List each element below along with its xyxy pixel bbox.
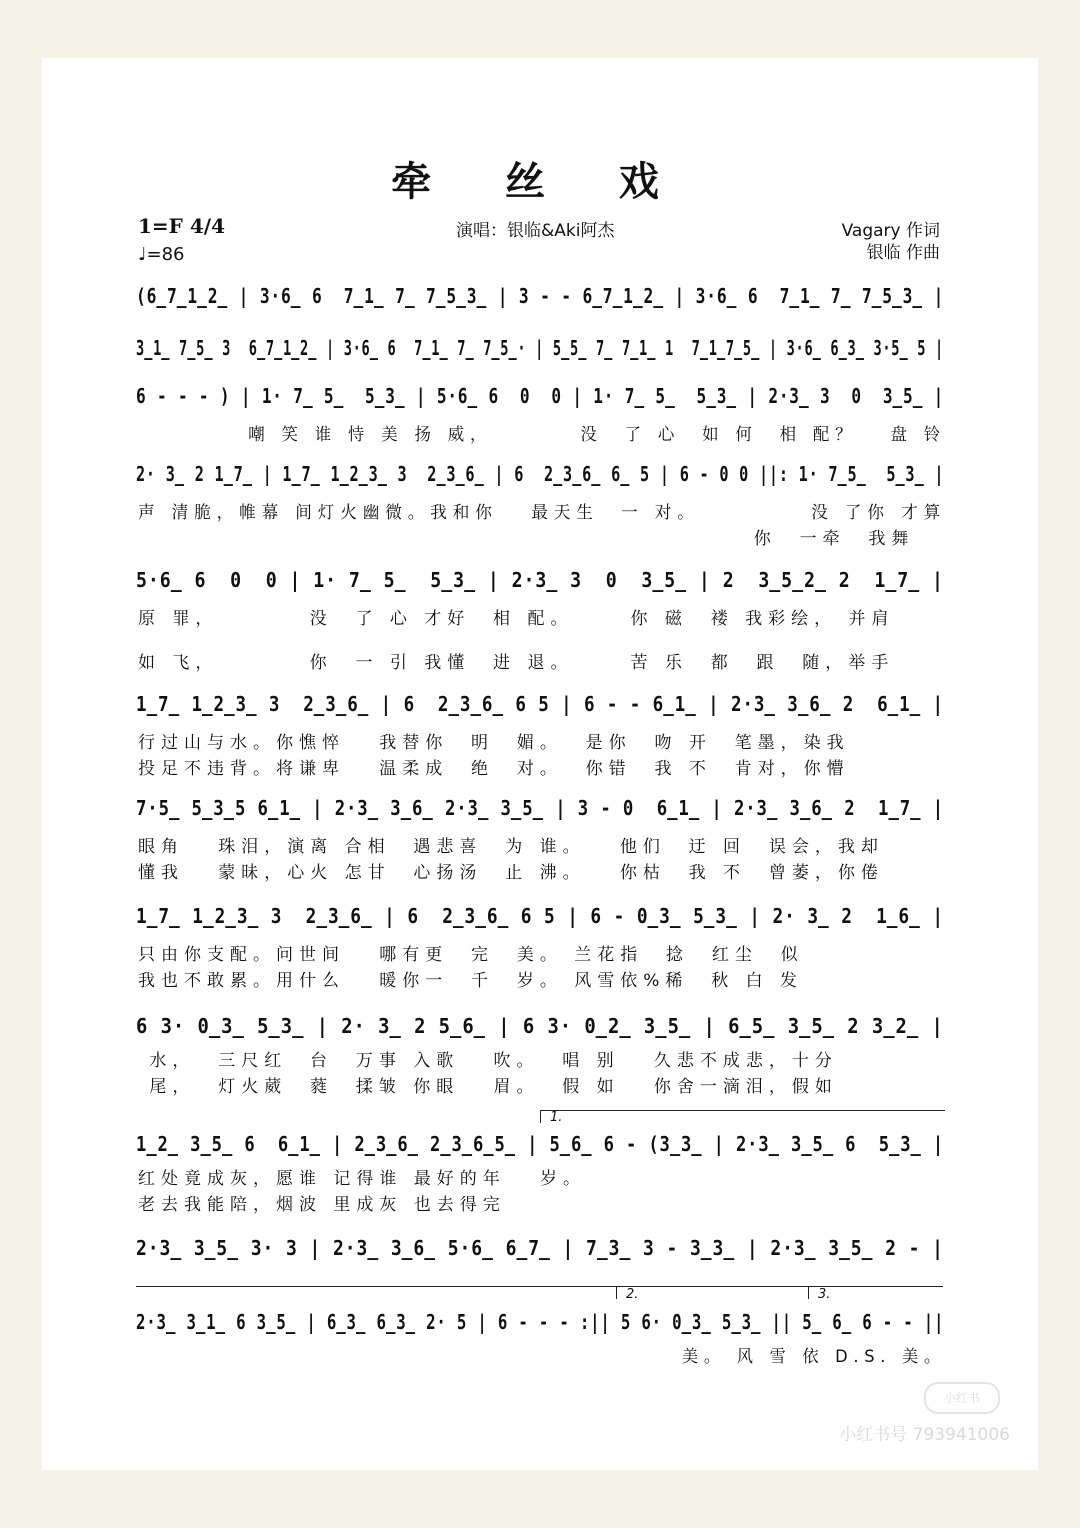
notes-line: (6̲7̲1̲2̲ | 3·6̲ 6 7̲1̲ 7̲ 7̲5̲3̲ | 3 - - 6̲7̲1̲2̲ | 3·6̲ 6 7̲1̲ 7̲ 7̲5̲3̲ | — [136, 284, 945, 308]
score-row-1 — [136, 284, 946, 318]
watermark-logo: 小红书 — [924, 1382, 1000, 1414]
lyrics-line: 你 一牵 我舞 — [138, 529, 915, 549]
lyrics-line: 美。 风 雪 依 D.S. 美。 — [138, 1347, 946, 1367]
score-row-4 — [136, 462, 946, 496]
notes-line: 1̲7̲ 1̲2̲3̲ 3 2̲3̲6̲ | 6 2̲3̲6̲ 6 5 | 6 - 0̲3̲ 5̲3̲ | 2· 3̲ 2 1̲6̲ | — [136, 904, 944, 928]
lyrics-line: 我也不敢累。用什么 暖你一 千 岁。 风雪依%稀 秋 白 发 — [138, 971, 803, 991]
notes-line: 5·6̲ 6 0 0 | 1· 7̲ 5̲ 5̲3̲ | 2·3̲ 3 0 3̲5̲ | 2 3̲5̲2̲ 2 1̲7̲ | — [136, 568, 944, 592]
notes-line: 1̲2̲ 3̲5̲ 6 6̲1̲ | 2̲3̲6̲ 2̲3̲6̲5̲ | 5̲6̲ 6 - (3̲3̲ | 2·3̲ 3̲5̲ 6 5̲3̲ | — [136, 1132, 945, 1156]
score-row-10 — [136, 1132, 946, 1166]
singers-credit: 演唱：银临&Aki阿杰 — [456, 221, 615, 241]
volta-label-1: 1. — [550, 1110, 563, 1125]
score-row-11 — [136, 1236, 946, 1270]
lyrics-line: 眼角 珠泪，演离 合相 遇悲喜 为 谁。 他们 迂 回 误会，我却 — [138, 837, 884, 857]
tempo-marking: ♩=86 — [138, 244, 185, 265]
score-row-12 — [136, 1310, 946, 1344]
score-row-2 — [136, 336, 946, 370]
notes-line: 1̲7̲ 1̲2̲3̲ 3 2̲3̲6̲ | 6 2̲3̲6̲ 6 5 | 6 - - 6̲1̲ | 2·3̲ 3̲6̲ 2 6̲1̲ | — [136, 692, 944, 716]
lyrics-line: 嘲 笑 谁 恃 美 扬 威， 没 了 心 如 何 相 配？ 盘 铃 — [138, 425, 946, 445]
lyrics-line: 投足不违背。将谦卑 温柔成 绝 对。 你错 我 不 肯对，你懵 — [138, 759, 850, 779]
lyrics-line: 只由你支配。问世间 哪有更 完 美。 兰花指 捻 红尘 似 — [138, 945, 804, 965]
lyrics-line: 声 清脆，帷幕 间灯火幽微。我和你 最天生 一 对。 没 了你 才算 — [138, 503, 947, 523]
score-row-7 — [136, 796, 946, 830]
lyrics-line: 水， 三尺红 台 万事 入歌 吹。 唱 别 久悲不成悲，十分 — [138, 1051, 838, 1071]
volta-bracket-2 — [616, 1286, 805, 1299]
volta-bracket-1 — [540, 1110, 945, 1123]
lyrics-line: 懂我 蒙昧，心火 怎甘 心扬汤 止 沸。 你枯 我 不 曾萎，你倦 — [138, 863, 884, 883]
score-row-8 — [136, 904, 946, 938]
volta-label-2: 2. — [626, 1287, 639, 1302]
key-signature — [138, 214, 225, 238]
lyrics-line: 尾， 灯火葳 蕤 揉皱 你眼 眉。 假 如 你舍一滴泪，假如 — [138, 1077, 838, 1097]
notes-line: 2·3̲ 3̲5̲ 3· 3 | 2·3̲ 3̲6̲ 5·6̲ 6̲7̲ | 7̲3̲ 3 - 3̲3̲ | 2·3̲ 3̲5̲ 2 - | — [136, 1236, 944, 1260]
notes-line: 3̲1̲ 7̲5̲ 3 6̲7̲1̲2̲ | 3·6̲ 6 7̲1̲ 7̲ 7̲5̲· | 5̲5̲ 7̲ 7̲1̲ 1 7̲1̲7̲5̲ | 3·6̲ 6̲3̲ 3·5̲ 5 | — [136, 336, 944, 360]
lyricist-credit: Vagary 作词 — [841, 221, 940, 241]
lyrics-line: 老去我能陪，烟波 里成灰 也去得完 — [138, 1195, 506, 1215]
score-row-9 — [136, 1014, 946, 1048]
volta-label-3: 3. — [818, 1287, 831, 1302]
notes-line: 6 3· 0̲3̲ 5̲3̲ | 2· 3̲ 2 5̲6̲ | 6 3· 0̲2̲ 3̲5̲ | 6̲5̲ 3̲5̲ 2 3̲2̲ | — [136, 1014, 944, 1038]
lyrics-line: 行过山与水。你憔悴 我替你 明 媚。 是你 吻 开 笔墨，染我 — [138, 733, 850, 753]
score-row-5 — [136, 568, 946, 602]
time-signature: 4/4 — [189, 214, 225, 238]
key-label: 1=F — [138, 214, 183, 238]
watermark-text: 小红书号 793941006 — [839, 1425, 1010, 1445]
song-title: 牵 丝 戏 — [391, 158, 689, 205]
score-row-6 — [136, 692, 946, 726]
notes-line: 7·5̲ 5̲3̲5 6̲1̲ | 2·3̲ 3̲6̲ 2·3̲ 3̲5̲ | 3 - 0 6̲1̲ | 2·3̲ 3̲6̲ 2 1̲7̲ | — [136, 796, 944, 820]
lyrics-line: 红处竟成灰，愿谁 记得谁 最好的年 岁。 — [138, 1169, 587, 1189]
notes-line: 2· 3̲ 2 1̲7̲ | 1̲7̲ 1̲2̲3̲ 3 2̲3̲6̲ | 6 2̲3̲6̲ 6̲ 5 | 6 - 0 0 ||: 1· 7̲5̲ 5̲3̲ | — [136, 462, 945, 486]
composer-credit: 银临 作曲 — [866, 243, 940, 263]
lyrics-line: 原 罪， 没 了 心 才好 相 配。 你 磁 褛 我彩绘， 并肩 — [138, 609, 895, 629]
score-row-3 — [136, 384, 946, 418]
notes-line: 2·3̲ 3̲1̲ 6 3̲5̲ | 6̲3̲ 6̲3̲ 2· 5 | 6 - - - :|| 5 6· 0̲3̲ 5̲3̲ || 5̲ 6̲ 6 - - || — [136, 1310, 945, 1334]
notes-line: 6 - - - ) | 1· 7̲ 5̲ 5̲3̲ | 5·6̲ 6 0 0 | 1· 7̲ 5̲ 5̲3̲ | 2·3̲ 3 0 3̲5̲ | — [136, 384, 945, 408]
lyrics-line: 如 飞， 你 一 引 我懂 进 退。 苦 乐 都 跟 随，举手 — [138, 653, 895, 673]
